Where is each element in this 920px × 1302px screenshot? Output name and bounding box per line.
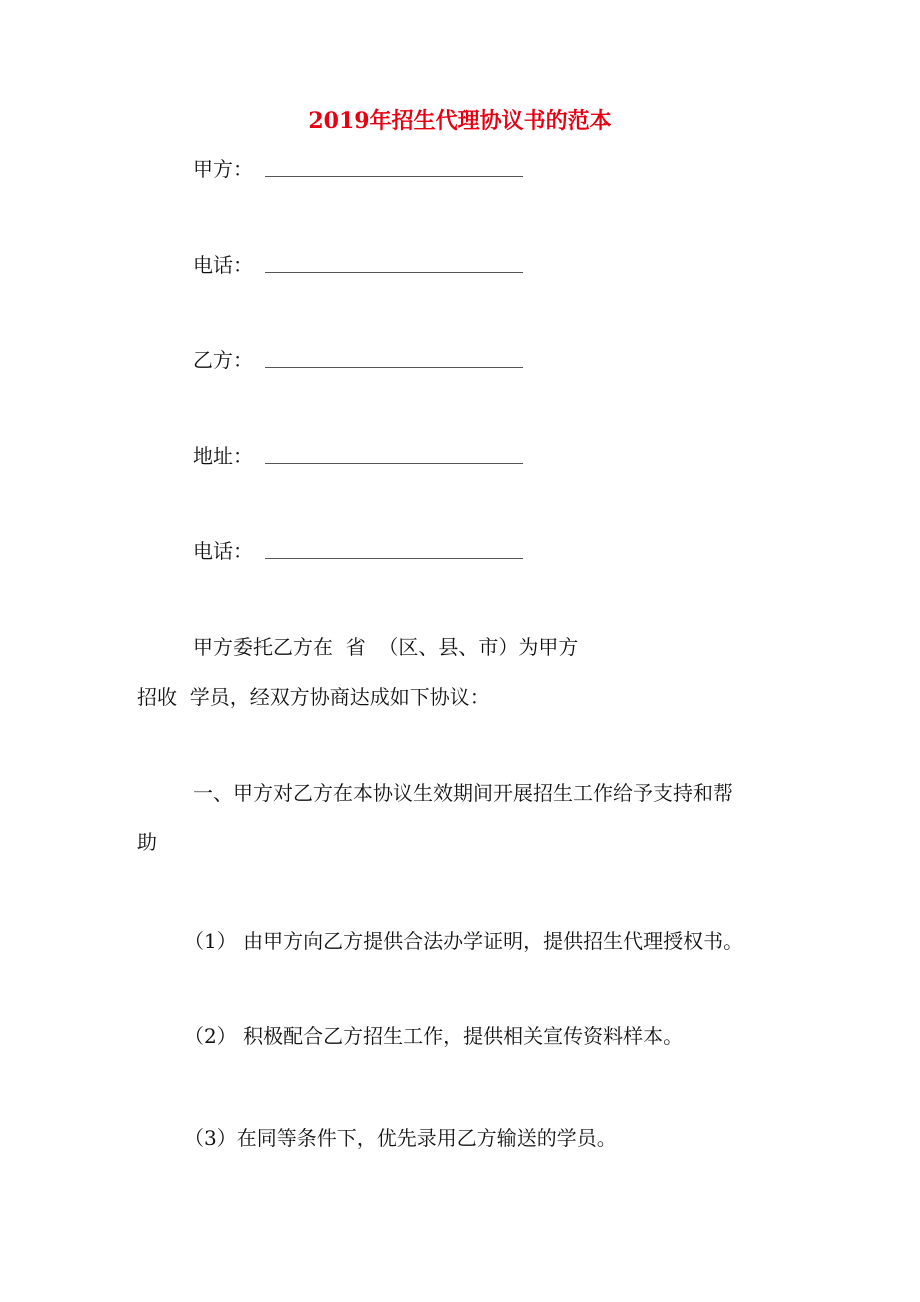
party-b-field — [193, 344, 523, 374]
party-a-field — [193, 153, 523, 183]
section-1-item-1: （1） 由甲方向乙方提供合法办学证明，提供招生代理授权书。 — [184, 929, 744, 953]
section-1-item-2: （2） 积极配合乙方招生工作，提供相关宣传资料样本。 — [184, 1024, 684, 1048]
section-1-heading-line-2: 助 — [137, 830, 157, 854]
party-a-phone-field — [193, 249, 523, 279]
party-b-phone-label: 电话： — [193, 539, 253, 563]
party-a-label: 甲方： — [193, 157, 253, 181]
party-b-blank-line — [265, 367, 523, 368]
party-a-blank-line — [265, 176, 523, 177]
party-b-phone-field — [193, 535, 523, 565]
address-blank-line — [265, 463, 523, 464]
section-1-heading-line-1: 一、甲方对乙方在本协议生效期间开展招生工作给予支持和帮 — [193, 781, 733, 805]
party-a-phone-blank-line — [265, 272, 523, 273]
intro-line-2: 招收 学员，经双方协商达成如下协议： — [137, 685, 490, 709]
intro-line-1: 甲方委托乙方在 省 （区、县、市）为甲方 — [193, 635, 579, 659]
address-label: 地址： — [193, 444, 253, 468]
party-b-phone-blank-line — [265, 558, 523, 559]
party-b-label: 乙方： — [193, 348, 253, 372]
document-title: 2019年招生代理协议书的范本 — [308, 108, 612, 134]
address-field — [193, 440, 523, 470]
party-a-phone-label: 电话： — [193, 253, 253, 277]
section-1-item-3: （3）在同等条件下，优先录用乙方输送的学员。 — [184, 1126, 617, 1150]
